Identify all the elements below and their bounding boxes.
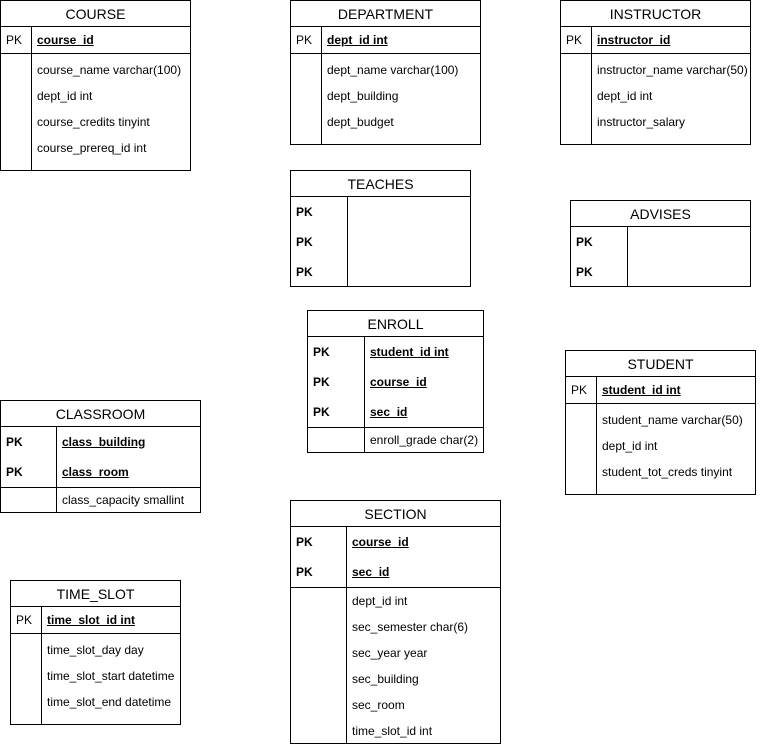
field: time_slot_end datetime bbox=[47, 695, 172, 709]
field: sec_room bbox=[352, 698, 405, 712]
entity-student[interactable] bbox=[565, 350, 756, 495]
entity-title: ENROLL bbox=[308, 311, 483, 337]
attribute-section bbox=[1, 488, 200, 513]
pk-section bbox=[1, 427, 200, 488]
field: time_slot_day day bbox=[47, 643, 144, 657]
entity-title: STUDENT bbox=[566, 351, 755, 377]
pk-field: course_id bbox=[370, 375, 427, 389]
pk-section bbox=[1, 27, 190, 54]
pk-label: PK bbox=[296, 205, 313, 219]
entity-classroom[interactable] bbox=[0, 400, 201, 513]
pk-field: student_id int bbox=[602, 383, 681, 397]
field: class_capacity smallint bbox=[62, 493, 185, 507]
pk-label: PK bbox=[296, 235, 313, 249]
attribute-section bbox=[308, 428, 483, 453]
pk-label: PK bbox=[296, 33, 313, 47]
pk-section bbox=[11, 607, 180, 634]
entity-instructor[interactable] bbox=[560, 0, 751, 145]
pk-field: course_id bbox=[352, 535, 409, 549]
pk-section bbox=[571, 227, 750, 286]
field: dept_name varchar(100) bbox=[327, 63, 459, 77]
pk-section bbox=[566, 377, 755, 404]
entity-title: SECTION bbox=[291, 501, 500, 527]
field: course_prereq_id int bbox=[37, 141, 147, 155]
pk-label: PK bbox=[16, 613, 33, 627]
pk-label: PK bbox=[576, 235, 593, 249]
field: dept_id int bbox=[597, 89, 653, 103]
pk-field: sec_id bbox=[352, 565, 390, 579]
pk-section bbox=[291, 197, 470, 286]
field: dept_id int bbox=[352, 594, 408, 608]
field: enroll_grade char(2) bbox=[370, 433, 479, 447]
field: instructor_salary bbox=[597, 115, 686, 129]
pk-label: PK bbox=[571, 383, 588, 397]
field: dept_id int bbox=[602, 439, 658, 453]
entity-title: DEPARTMENT bbox=[291, 1, 480, 27]
pk-field: time_slot_id int bbox=[47, 613, 136, 627]
pk-label: PK bbox=[313, 405, 330, 419]
pk-section bbox=[291, 27, 480, 54]
field: time_slot_start datetime bbox=[47, 669, 175, 683]
pk-section bbox=[291, 527, 500, 588]
entity-advises[interactable] bbox=[570, 200, 751, 287]
field: dept_building bbox=[327, 89, 399, 103]
entity-department[interactable] bbox=[290, 0, 481, 145]
pk-field: course_id bbox=[37, 33, 94, 47]
pk-label: PK bbox=[296, 565, 313, 579]
attribute-section bbox=[1, 54, 190, 171]
entity-title: COURSE bbox=[1, 1, 190, 27]
pk-field: class_building bbox=[62, 435, 146, 449]
field: sec_year year bbox=[352, 646, 428, 660]
attribute-section bbox=[11, 634, 180, 725]
entity-enroll[interactable] bbox=[307, 310, 484, 453]
pk-label: PK bbox=[6, 435, 23, 449]
field: instructor_name varchar(50) bbox=[597, 63, 748, 77]
field: course_credits tinyint bbox=[37, 115, 150, 129]
pk-label: PK bbox=[296, 265, 313, 279]
pk-label: PK bbox=[296, 535, 313, 549]
entity-course[interactable] bbox=[0, 0, 191, 171]
entity-title: TIME_SLOT bbox=[11, 581, 180, 607]
entity-title: TEACHES bbox=[291, 171, 470, 197]
attribute-section bbox=[566, 404, 755, 495]
pk-field: dept_id int bbox=[327, 33, 388, 47]
entity-title: ADVISES bbox=[571, 201, 750, 227]
entity-teaches[interactable] bbox=[290, 170, 471, 287]
pk-field: instructor_id bbox=[597, 33, 671, 47]
pk-label: PK bbox=[576, 265, 593, 279]
pk-label: PK bbox=[6, 33, 23, 47]
pk-label: PK bbox=[313, 345, 330, 359]
pk-field: student_id int bbox=[370, 345, 449, 359]
field: time_slot_id int bbox=[352, 724, 433, 738]
attribute-section bbox=[561, 54, 750, 145]
entity-title: CLASSROOM bbox=[1, 401, 200, 427]
attribute-section bbox=[291, 54, 480, 145]
field: sec_semester char(6) bbox=[352, 620, 469, 634]
pk-label: PK bbox=[313, 375, 330, 389]
pk-field: sec_id bbox=[370, 405, 408, 419]
field: course_name varchar(100) bbox=[37, 63, 182, 77]
pk-section bbox=[561, 27, 750, 54]
entity-title: INSTRUCTOR bbox=[561, 1, 750, 27]
attribute-section bbox=[291, 588, 500, 744]
field: student_tot_creds tinyint bbox=[602, 465, 733, 479]
pk-section bbox=[308, 337, 483, 428]
pk-field: class_room bbox=[62, 465, 129, 479]
entity-section[interactable] bbox=[290, 500, 501, 744]
pk-label: PK bbox=[6, 465, 23, 479]
pk-label: PK bbox=[566, 33, 583, 47]
field: student_name varchar(50) bbox=[602, 413, 743, 427]
entity-time-slot[interactable] bbox=[10, 580, 181, 725]
field: dept_budget bbox=[327, 115, 394, 129]
field: sec_building bbox=[352, 672, 419, 686]
field: dept_id int bbox=[37, 89, 93, 103]
